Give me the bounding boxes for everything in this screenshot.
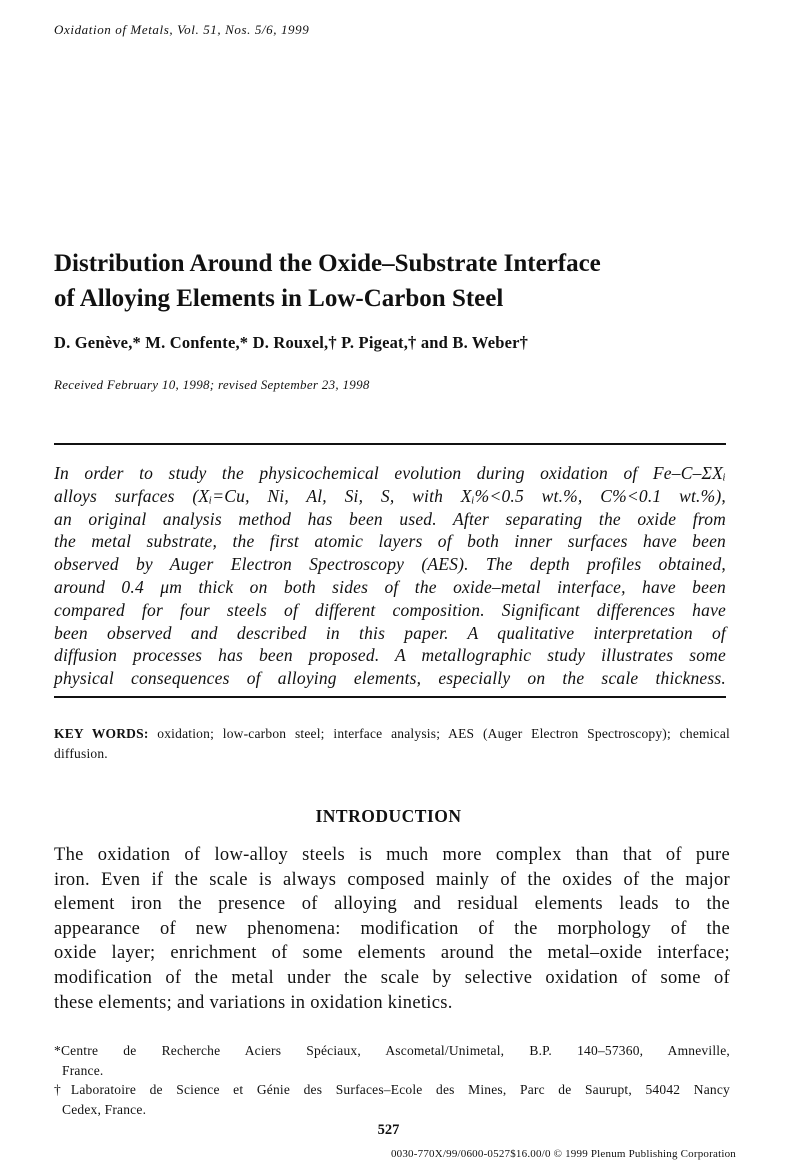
page-number: 527 [377,1122,400,1138]
abstract-line: been observed and described in this paper. A qualitative interpretation of [54,622,726,643]
abstract-top-rule [54,443,726,445]
abstract-line: the metal substrate, the first atomic layers of both inner surfaces have been [54,531,726,552]
abstract-line: diffusion processes has been proposed. A metallographic study illustrates some [54,645,726,666]
intro-line: iron. Even if the scale is always composed mainly of the oxides of the major [54,869,730,890]
intro-line: element iron the presence of alloying and residual elements leads to the [54,894,730,915]
introduction-heading: INTRODUCTION [315,806,462,826]
footnote-line: France. [62,1062,104,1078]
footnote-affiliation-1 [54,1041,730,1080]
abstract-bottom-rule [54,696,726,698]
intro-line: oxide layer; enrichment of some elements around the metal–oxide interface; [54,943,730,964]
key-words [54,724,730,764]
abstract-line: alloys surfaces (Xᵢ=Cu, Ni, Al, Si, S, with Xᵢ%<0.5 wt.%, C%<0.1 wt.%), [54,485,726,506]
publisher-code: 0030-770X/99/0600-0527$16.00/0 © 1999 Plenum Publishing Corporation [390,1148,736,1160]
key-words-text: oxidation; low-carbon steel; interface analysis; AES (Auger Electron Spectroscopy); chemical diffusion. [54,726,730,761]
footnote-line: Cedex, France. [62,1101,147,1117]
footnotes [54,1041,730,1119]
received-dates: Received February 10, 1998; revised September 23, 1998 [54,377,370,392]
article-title-line-2: of Alloying Elements in Low-Carbon Steel [54,285,504,312]
abstract-line: observed by Auger Electron Spectroscopy (AES). The depth profiles obtained, [54,554,726,575]
introduction-paragraph [54,843,730,1015]
footnote-line: †Laboratoire de Science et Génie des Surfaces–Ecole des Mines, Parc de Saurupt, 54042 Nancy [54,1082,730,1097]
abstract-line: physical consequences of alloying elements, especially on the scale thickness. [54,668,726,689]
footnote-line: *Centre de Recherche Aciers Spéciaux, Ascometal/Unimetal, B.P. 140–57360, Amneville, [54,1043,730,1058]
intro-line: appearance of new phenomena: modification of the morphology of the [54,918,730,939]
abstract-line: compared for four steels of different composition. Significant differences have [54,599,726,620]
article-title-line-1: Distribution Around the Oxide–Substrate Interface [54,250,601,277]
article-authors: D. Genève,* M. Confente,* D. Rouxel,† P. Pigeat,† and B. Weber† [54,333,529,352]
abstract [54,462,726,690]
article-title [54,246,744,316]
key-words-label: KEY WORDS: [54,726,149,741]
intro-line: these elements; and variations in oxidation kinetics. [54,992,453,1013]
abstract-line: around 0.4 μm thick on both sides of the oxide–metal interface, have been [54,576,726,597]
footnote-affiliation-2 [54,1080,730,1119]
intro-line: The oxidation of low-alloy steels is much more complex than that of pure [54,845,730,865]
abstract-line: an original analysis method has been used. After separating the oxide from [54,508,726,529]
journal-citation: Oxidation of Metals, Vol. 51, Nos. 5/6, 1999 [54,22,310,37]
intro-line: modification of the metal under the scale by selective oxidation of some of [54,967,730,988]
abstract-line: In order to study the physicochemical evolution during oxidation of Fe–C–ΣXᵢ [54,463,726,483]
